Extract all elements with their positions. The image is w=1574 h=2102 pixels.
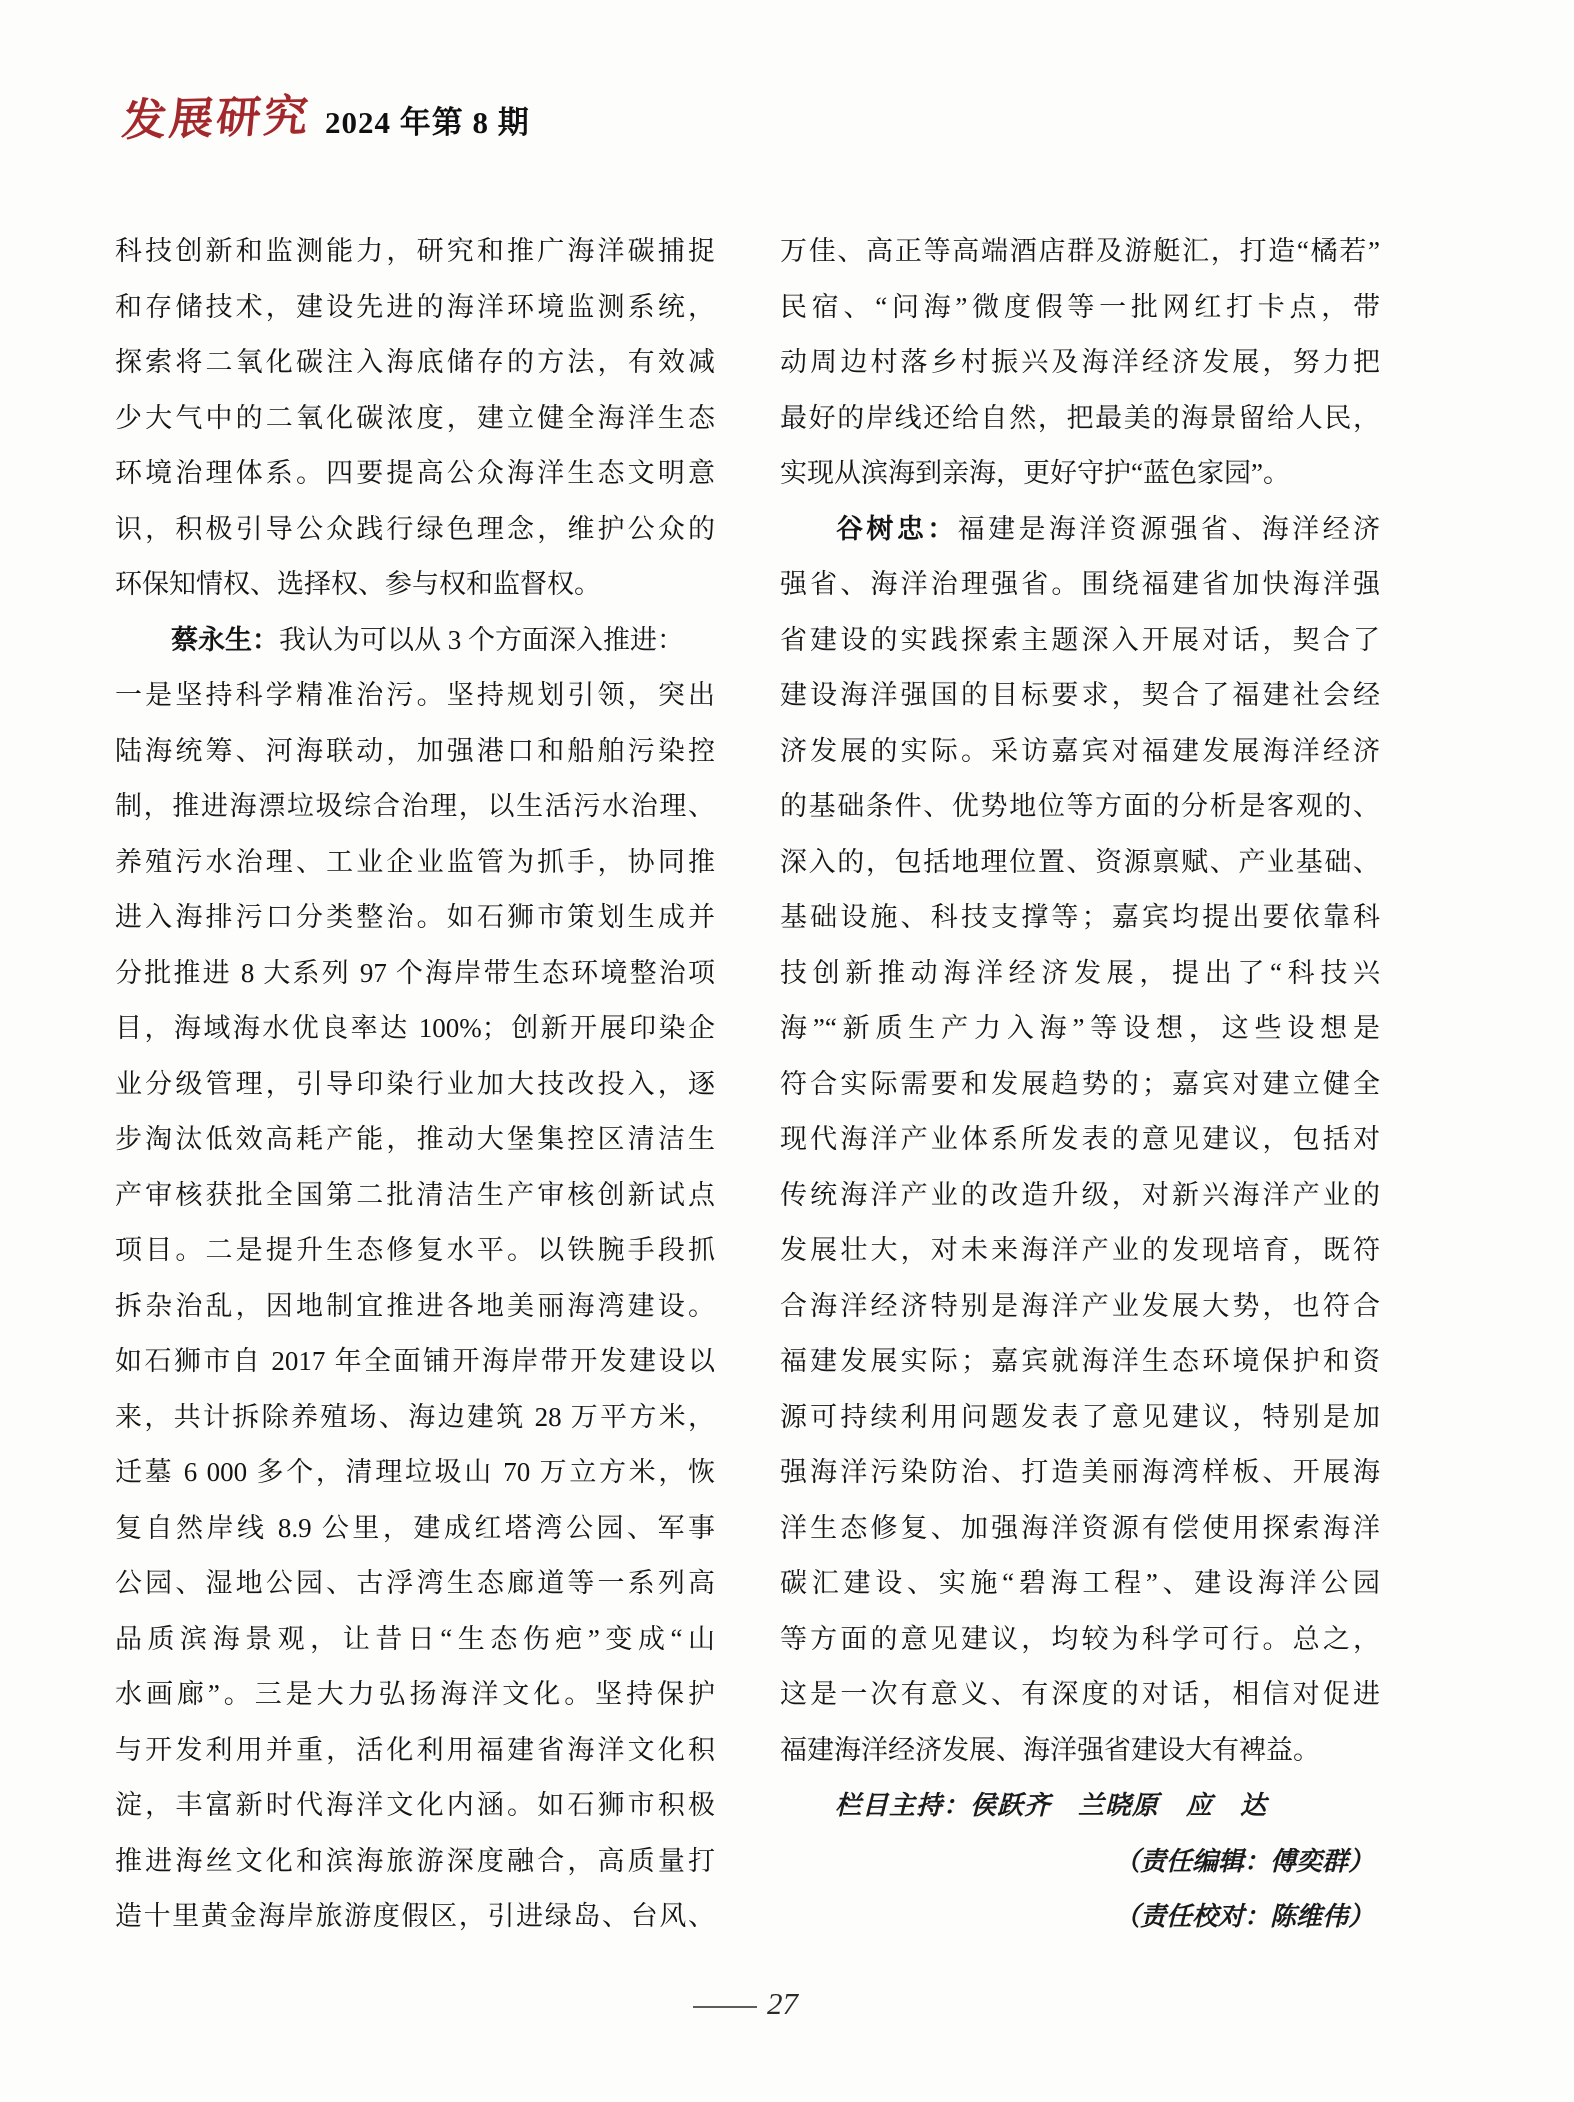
text-line: 迁墓 6 000 多个，清理垃圾山 70 万立方米，恢 (115, 1457, 715, 1487)
page-number: 27 (767, 1986, 798, 2021)
text-line: 洋生态修复、加强海洋资源有偿使用探索海洋 (780, 1512, 1380, 1543)
text-line: 产审核获批全国第二批清洁生产审核创新试点 (115, 1179, 715, 1210)
text-line: 符合实际需要和发展趋势的；嘉宾对建立健全 (780, 1068, 1380, 1099)
text-line: 和存储技术，建设先进的海洋环境监测系统， (115, 291, 715, 322)
text-line: 复自然岸线 8.9 公里，建成红塔湾公园、军事 (115, 1512, 715, 1543)
speaker-name: 谷树忠： (836, 513, 958, 544)
text-line: 造十里黄金海岸旅游度假区，引进绿岛、台风、 (115, 1901, 715, 1931)
text-line: 济发展的实际。采访嘉宾对福建发展海洋经济 (780, 735, 1380, 766)
journal-logo: 发展研究 (119, 91, 314, 146)
page-header (119, 82, 530, 146)
editor-credit-line: （责任编辑：傅奕群） (1113, 1846, 1374, 1876)
text-line: 养殖污水治理、工业企业监管为抓手，协同推 (115, 846, 715, 877)
column-right (780, 224, 1380, 1945)
text-line: 强海洋污染防治、打造美丽海湾样板、开展海 (780, 1457, 1380, 1487)
text-line: 进入海排污口分类整治。如石狮市策划生成并 (115, 902, 715, 932)
text-line: 科技创新和监测能力，研究和推广海洋碳捕捉 (115, 236, 715, 266)
article-body (115, 224, 1380, 1945)
text-line: 陆海统筹、河海联动，加强港口和船舶污染控 (115, 735, 715, 766)
text-line: 海”“新质生产力入海”等设想，这些设想是 (780, 1013, 1380, 1043)
text-line: 动周边村落乡村振兴及海洋经济发展，努力把 (780, 347, 1380, 377)
text-line: 省建设的实践探索主题深入开展对话，契合了 (780, 624, 1380, 655)
issue-label: 2024 年第 8 期 (325, 105, 530, 140)
text-line: 技创新推动海洋经济发展，提出了“科技兴 (780, 957, 1380, 988)
text-line: 最好的岸线还给自然，把最美的海景留给人民， (780, 402, 1380, 433)
column-right-body (780, 224, 1380, 1778)
text-line: 目，海域海水优良率达 100%；创新开展印染企 (115, 1013, 715, 1043)
column-left (115, 224, 715, 1945)
text-line: 传统海洋产业的改造升级，对新兴海洋产业的 (780, 1179, 1380, 1210)
text-line: 如石狮市自 2017 年全面铺开海岸带开发建设以 (115, 1346, 715, 1376)
text-line: 强省、海洋治理强省。围绕福建省加快海洋强 (780, 569, 1380, 599)
text-line: 基础设施、科技支撑等；嘉宾均提出要依靠科 (780, 902, 1380, 932)
text-line: 少大气中的二氧化碳浓度，建立健全海洋生态 (115, 402, 715, 433)
text-line: 这是一次有意义、有深度的对话，相信对促进 (780, 1679, 1380, 1709)
text-line: 蔡永生：我认为可以从 3 个方面深入推进： (171, 624, 684, 655)
text-line: 品质滨海景观，让昔日“生态伤疤”变成“山 (115, 1623, 715, 1654)
text-line: 淀，丰富新时代海洋文化内涵。如石狮市积极 (115, 1790, 715, 1820)
text-line: 的基础条件、优势地位等方面的分析是客观的、 (780, 791, 1380, 821)
text-line: 合海洋经济特别是海洋产业发展大势，也符合 (780, 1290, 1380, 1321)
text-line: 实现从滨海到亲海，更好守护“蓝色家园”。 (780, 458, 1290, 488)
text-line: 拆杂治乱，因地制宜推进各地美丽海湾建设。 (115, 1290, 715, 1321)
column-hosts-line: 栏目主持：侯跃齐 兰晓原 应 达 (835, 1791, 1268, 1820)
text-line: 福建海洋经济发展、海洋强省建设大有裨益。 (780, 1734, 1320, 1765)
text-line: 项目。二是提升生态修复水平。以铁腕手段抓 (115, 1235, 715, 1265)
proofreader-credit-line: （责任校对：陈维伟） (1113, 1902, 1374, 1931)
text-line: 发展壮大，对未来海洋产业的发现培育，既符 (780, 1235, 1380, 1265)
text-line: 环保知情权、选择权、参与权和监督权。 (115, 569, 601, 599)
text-line: 推进海丝文化和滨海旅游深度融合，高质量打 (115, 1845, 715, 1876)
text-line: 步淘汰低效高耗产能，推动大堡集控区清洁生 (115, 1124, 715, 1154)
text-line: 业分级管理，引导印染行业加大技改投入，逐 (115, 1068, 715, 1099)
footer-rule (693, 2006, 757, 2008)
text-line: 谷树忠：福建是海洋资源强省、海洋经济 (836, 513, 1380, 544)
text-line: 万佳、高正等高端酒店群及游艇汇，打造“橘若” (780, 236, 1380, 266)
text-line: 民宿、“问海”微度假等一批网红打卡点，带 (780, 291, 1380, 322)
text-line: 福建发展实际；嘉宾就海洋生态环境保护和资 (780, 1346, 1380, 1376)
text-line: 建设海洋强国的目标要求，契合了福建社会经 (780, 680, 1380, 710)
text-line: 水画廊”。三是大力弘扬海洋文化。坚持保护 (115, 1679, 715, 1709)
speaker-name: 蔡永生： (171, 624, 279, 655)
text-line: 环境治理体系。四要提高公众海洋生态文明意 (115, 458, 715, 488)
text-line: 公园、湿地公园、古浮湾生态廊道等一系列高 (115, 1568, 715, 1598)
text-line: 源可持续利用问题发表了意见建议，特别是加 (780, 1401, 1380, 1432)
text-line: 探索将二氧化碳注入海底储存的方法，有效减 (115, 347, 715, 377)
text-line: 现代海洋产业体系所发表的意见建议，包括对 (780, 1124, 1380, 1154)
text-line: 来，共计拆除养殖场、海边建筑 28 万平方米， (115, 1401, 715, 1432)
page-footer (693, 1986, 798, 2022)
text-line: 与开发利用并重，活化利用福建省海洋文化积 (115, 1734, 715, 1765)
text-line: 深入的，包括地理位置、资源禀赋、产业基础、 (780, 846, 1380, 877)
text-line: 分批推进 8 大系列 97 个海岸带生态环境整治项 (115, 957, 715, 988)
text-line: 制，推进海漂垃圾综合治理，以生活污水治理、 (115, 791, 715, 821)
text-line: 碳汇建设、实施“碧海工程”、建设海洋公园 (780, 1568, 1380, 1598)
text-line: 等方面的意见建议，均较为科学可行。总之， (780, 1623, 1380, 1654)
text-line: 识，积极引导公众践行绿色理念，维护公众的 (115, 513, 715, 544)
text-line: 一是坚持科学精准治污。坚持规划引领，突出 (115, 680, 715, 710)
